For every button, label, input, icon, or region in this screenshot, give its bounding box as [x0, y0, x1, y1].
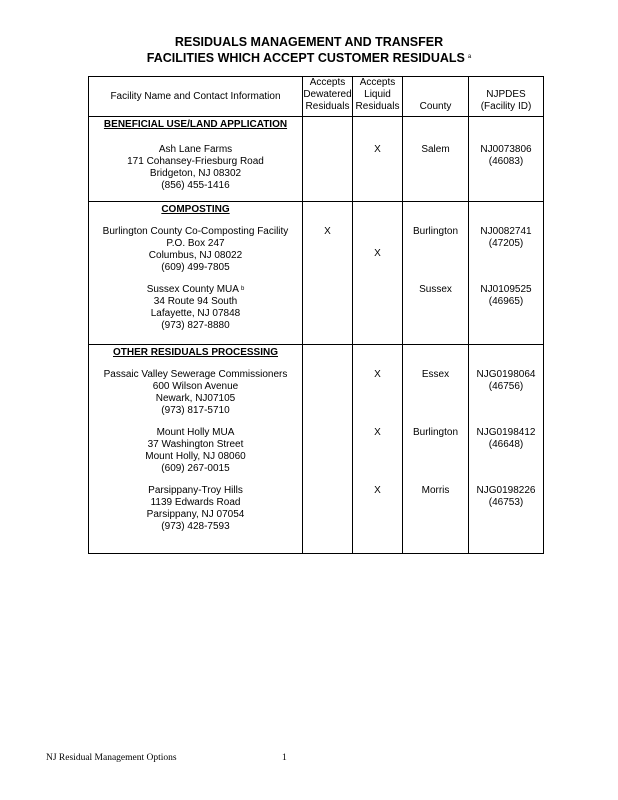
header-njpdes-line-2: (Facility ID) [480, 101, 532, 112]
county-cell [403, 117, 469, 202]
facility-id: (46965) [488, 296, 524, 307]
dewatered-cell [303, 345, 353, 554]
county-value: Burlington [412, 226, 459, 237]
county-value: Essex [421, 369, 450, 380]
section-row-beneficial-use [89, 117, 544, 202]
header-njpdes-line-1: NJPDES [486, 89, 526, 100]
liquid-cell [353, 117, 403, 202]
section-cell-facility [89, 117, 303, 202]
document-title [0, 34, 618, 66]
section-title-other-processing: OTHER RESIDUALS PROCESSING [112, 347, 279, 358]
section-title-composting: COMPOSTING [161, 204, 230, 215]
section-cell-facility [89, 345, 303, 554]
dewatered-cell [303, 202, 353, 345]
county-cell [403, 202, 469, 345]
facility-address-line-2: Mount Holly, NJ 08060 [145, 451, 246, 462]
title-line-1: RESIDUALS MANAGEMENT AND TRANSFER [174, 35, 444, 49]
njpdes-cell [469, 117, 544, 202]
facility-sussex-county-mua [89, 284, 302, 332]
section-cell-facility [89, 202, 303, 345]
header-dewatered-line-2: Dewatered [303, 89, 352, 100]
facility-address-line-1: 171 Cohansey-Friesburg Road [127, 156, 264, 167]
facility-address-line-2: Bridgeton, NJ 08302 [149, 168, 242, 179]
facility-burlington-co-composting [89, 226, 302, 274]
facility-name: Parsippany-Troy Hills [148, 485, 243, 496]
facility-name-line [89, 284, 302, 296]
county-cell [403, 345, 469, 554]
facility-footnote-mark: b [240, 286, 245, 292]
header-dewatered-line-3: Residuals [305, 101, 350, 112]
facility-name: Ash Lane Farms [158, 144, 233, 155]
facility-phone: (609) 267-0015 [161, 463, 230, 474]
liquid-mark: X [374, 369, 381, 380]
njpdes-cell [469, 202, 544, 345]
facility-ash-lane-farms [89, 144, 302, 192]
njpdes-number: NJG0198226 [476, 485, 536, 496]
header-liquid [353, 77, 403, 117]
njpdes-number: NJG0198412 [476, 427, 536, 438]
facility-phone: (856) 455-1416 [161, 180, 230, 191]
facility-address-line-1: 34 Route 94 South [153, 296, 238, 307]
facility-phone: (973) 428-7593 [161, 521, 230, 532]
facility-phone: (973) 827-8880 [161, 320, 230, 331]
facility-phone: (609) 499-7805 [161, 262, 230, 273]
facility-mount-holly-mua [89, 427, 302, 475]
header-dewatered [303, 77, 353, 117]
page-footer [46, 753, 306, 763]
facility-id: (46083) [488, 156, 524, 167]
section-row-other-processing [89, 345, 544, 554]
njpdes-number: NJ0073806 [480, 144, 532, 155]
liquid-mark: X [374, 485, 381, 496]
county-value: Morris [421, 485, 450, 496]
facility-name: Mount Holly MUA [156, 427, 235, 438]
njpdes-number: NJ0109525 [480, 284, 532, 295]
facility-id: (46648) [488, 439, 524, 450]
section-title-beneficial-use: BENEFICIAL USE/LAND APPLICATION [103, 119, 288, 130]
facility-address-line-2: Newark, NJ07105 [155, 393, 236, 404]
header-liquid-line-2: Liquid [364, 89, 391, 100]
facility-address-line-1: 1139 Edwards Road [150, 497, 241, 508]
liquid-cell [353, 345, 403, 554]
liquid-mark: X [374, 144, 381, 155]
title-line-2 [0, 50, 618, 66]
liquid-cell [353, 202, 403, 345]
facility-address-line-1: 37 Washington Street [147, 439, 244, 450]
facility-address-line-1: 600 Wilson Avenue [152, 381, 239, 392]
header-facility-name: Facility Name and Contact Information [89, 77, 303, 117]
njpdes-cell [469, 345, 544, 554]
facility-id: (46756) [488, 381, 524, 392]
title-line-2-text: FACILITIES WHICH ACCEPT CUSTOMER RESIDUALS [146, 51, 465, 65]
facility-parsippany-troy-hills [89, 485, 302, 533]
facility-name: Sussex County MUA [146, 284, 239, 295]
facility-address-line-2: Lafayette, NJ 07848 [150, 308, 241, 319]
header-row [89, 77, 544, 117]
facility-name: Passaic Valley Sewerage Commissioners [103, 369, 288, 380]
facility-address-line-1: P.O. Box 247 [166, 238, 225, 249]
title-footnote-mark: a [467, 54, 472, 60]
county-value: Burlington [412, 427, 459, 438]
footer-text: NJ Residual Management Options [46, 753, 177, 763]
facilities-table [88, 76, 544, 554]
njpdes-number: NJG0198064 [476, 369, 536, 380]
header-county: County [403, 77, 469, 117]
facility-id: (46753) [488, 497, 524, 508]
liquid-mark: X [374, 248, 381, 259]
page-number: 1 [282, 753, 287, 763]
facility-address-line-2: Columbus, NJ 08022 [148, 250, 243, 261]
facility-name: Burlington County Co-Composting Facility [102, 226, 289, 237]
facility-id: (47205) [488, 238, 524, 249]
njpdes-number: NJ0082741 [480, 226, 532, 237]
header-liquid-line-3: Residuals [355, 101, 400, 112]
header-dewatered-line-1: Accepts [309, 77, 346, 88]
header-njpdes [469, 77, 544, 117]
dewatered-mark: X [324, 226, 331, 237]
dewatered-cell [303, 117, 353, 202]
facility-address-line-2: Parsippany, NJ 07054 [146, 509, 245, 520]
section-row-composting [89, 202, 544, 345]
county-value: Salem [421, 144, 450, 155]
liquid-mark: X [374, 427, 381, 438]
header-liquid-line-1: Accepts [359, 77, 396, 88]
facility-phone: (973) 817-5710 [161, 405, 230, 416]
facility-passaic-valley [89, 369, 302, 417]
county-value: Sussex [419, 284, 452, 295]
